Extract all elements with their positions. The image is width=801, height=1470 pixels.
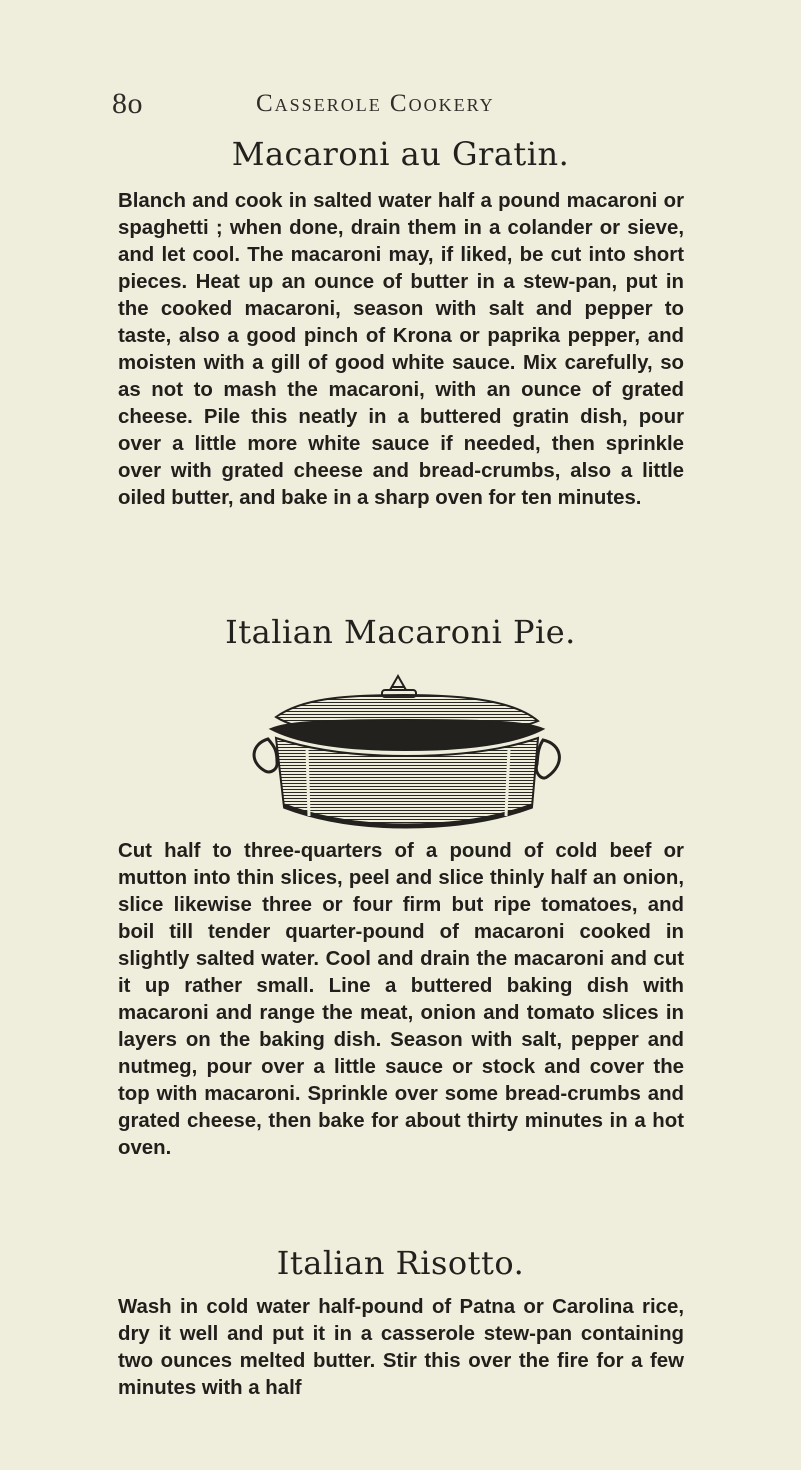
recipe-text-italian-macaroni-pie: Cut half to three-quarters of a pound of cold beef or mutton into thin slices, peel and slice thinly half an onion, slice likewise three or four firm but ripe tomatoes, and boil till tender quarter-pound of macaroni cooked in slightly salted water. Cool and drain the macaroni and cut it up rather small. Line a buttered baking dish with macaroni and range the meat, onion and tomato slices in layers on the baking dish. Season with salt, pepper and nutmeg, pour over a little sauce or stock and cover the top with macaroni. Sprinkle over some bread-crumbs and grated cheese, then bake for about thirty minutes in a hot oven.: [118, 840, 684, 1159]
recipe-title-italian-risotto: Italian Risotto.: [276, 1244, 525, 1282]
book-title: Casserole Cookery: [256, 90, 495, 117]
casserole-lid-knob: [382, 676, 416, 697]
casserole-lid: [271, 695, 543, 750]
casserole-dish-icon: [246, 668, 566, 834]
recipe-text-macaroni-au-gratin: Blanch and cook in salted water half a pound macaroni or spaghetti ; when done, drain them in a colander or sieve, and let cool. The macaroni may, if liked, be cut into short pieces. Heat up an ounce of butter in a stew-pan, put in the cooked macaroni, season with salt and pepper to taste, also a good pinch of Krona or paprika pepper, and moisten with a gill of good white sauce. Mix carefully, so as not to mash the macaroni, with an ounce of grated cheese. Pile this neatly in a buttered gratin dish, pour over a little more white sauce if needed, then sprinkle over with grated cheese and bread-crumbs, also a little oiled butter, and bake in a sharp oven for ten minutes.: [118, 190, 684, 509]
casserole-body: [276, 738, 538, 826]
recipe-text-italian-risotto: Wash in cold water half-pound of Patna or Carolina rice, dry it well and put it in a casserole stew-pan containing two ounces melted butter. Stir this over the fire for a few minutes with a half: [118, 1296, 684, 1399]
page-number: 8o: [112, 87, 143, 120]
recipe-title-macaroni-au-gratin: Macaroni au Gratin.: [231, 135, 570, 173]
recipe-title-italian-macaroni-pie: Italian Macaroni Pie.: [225, 613, 576, 651]
running-head: [112, 86, 712, 122]
